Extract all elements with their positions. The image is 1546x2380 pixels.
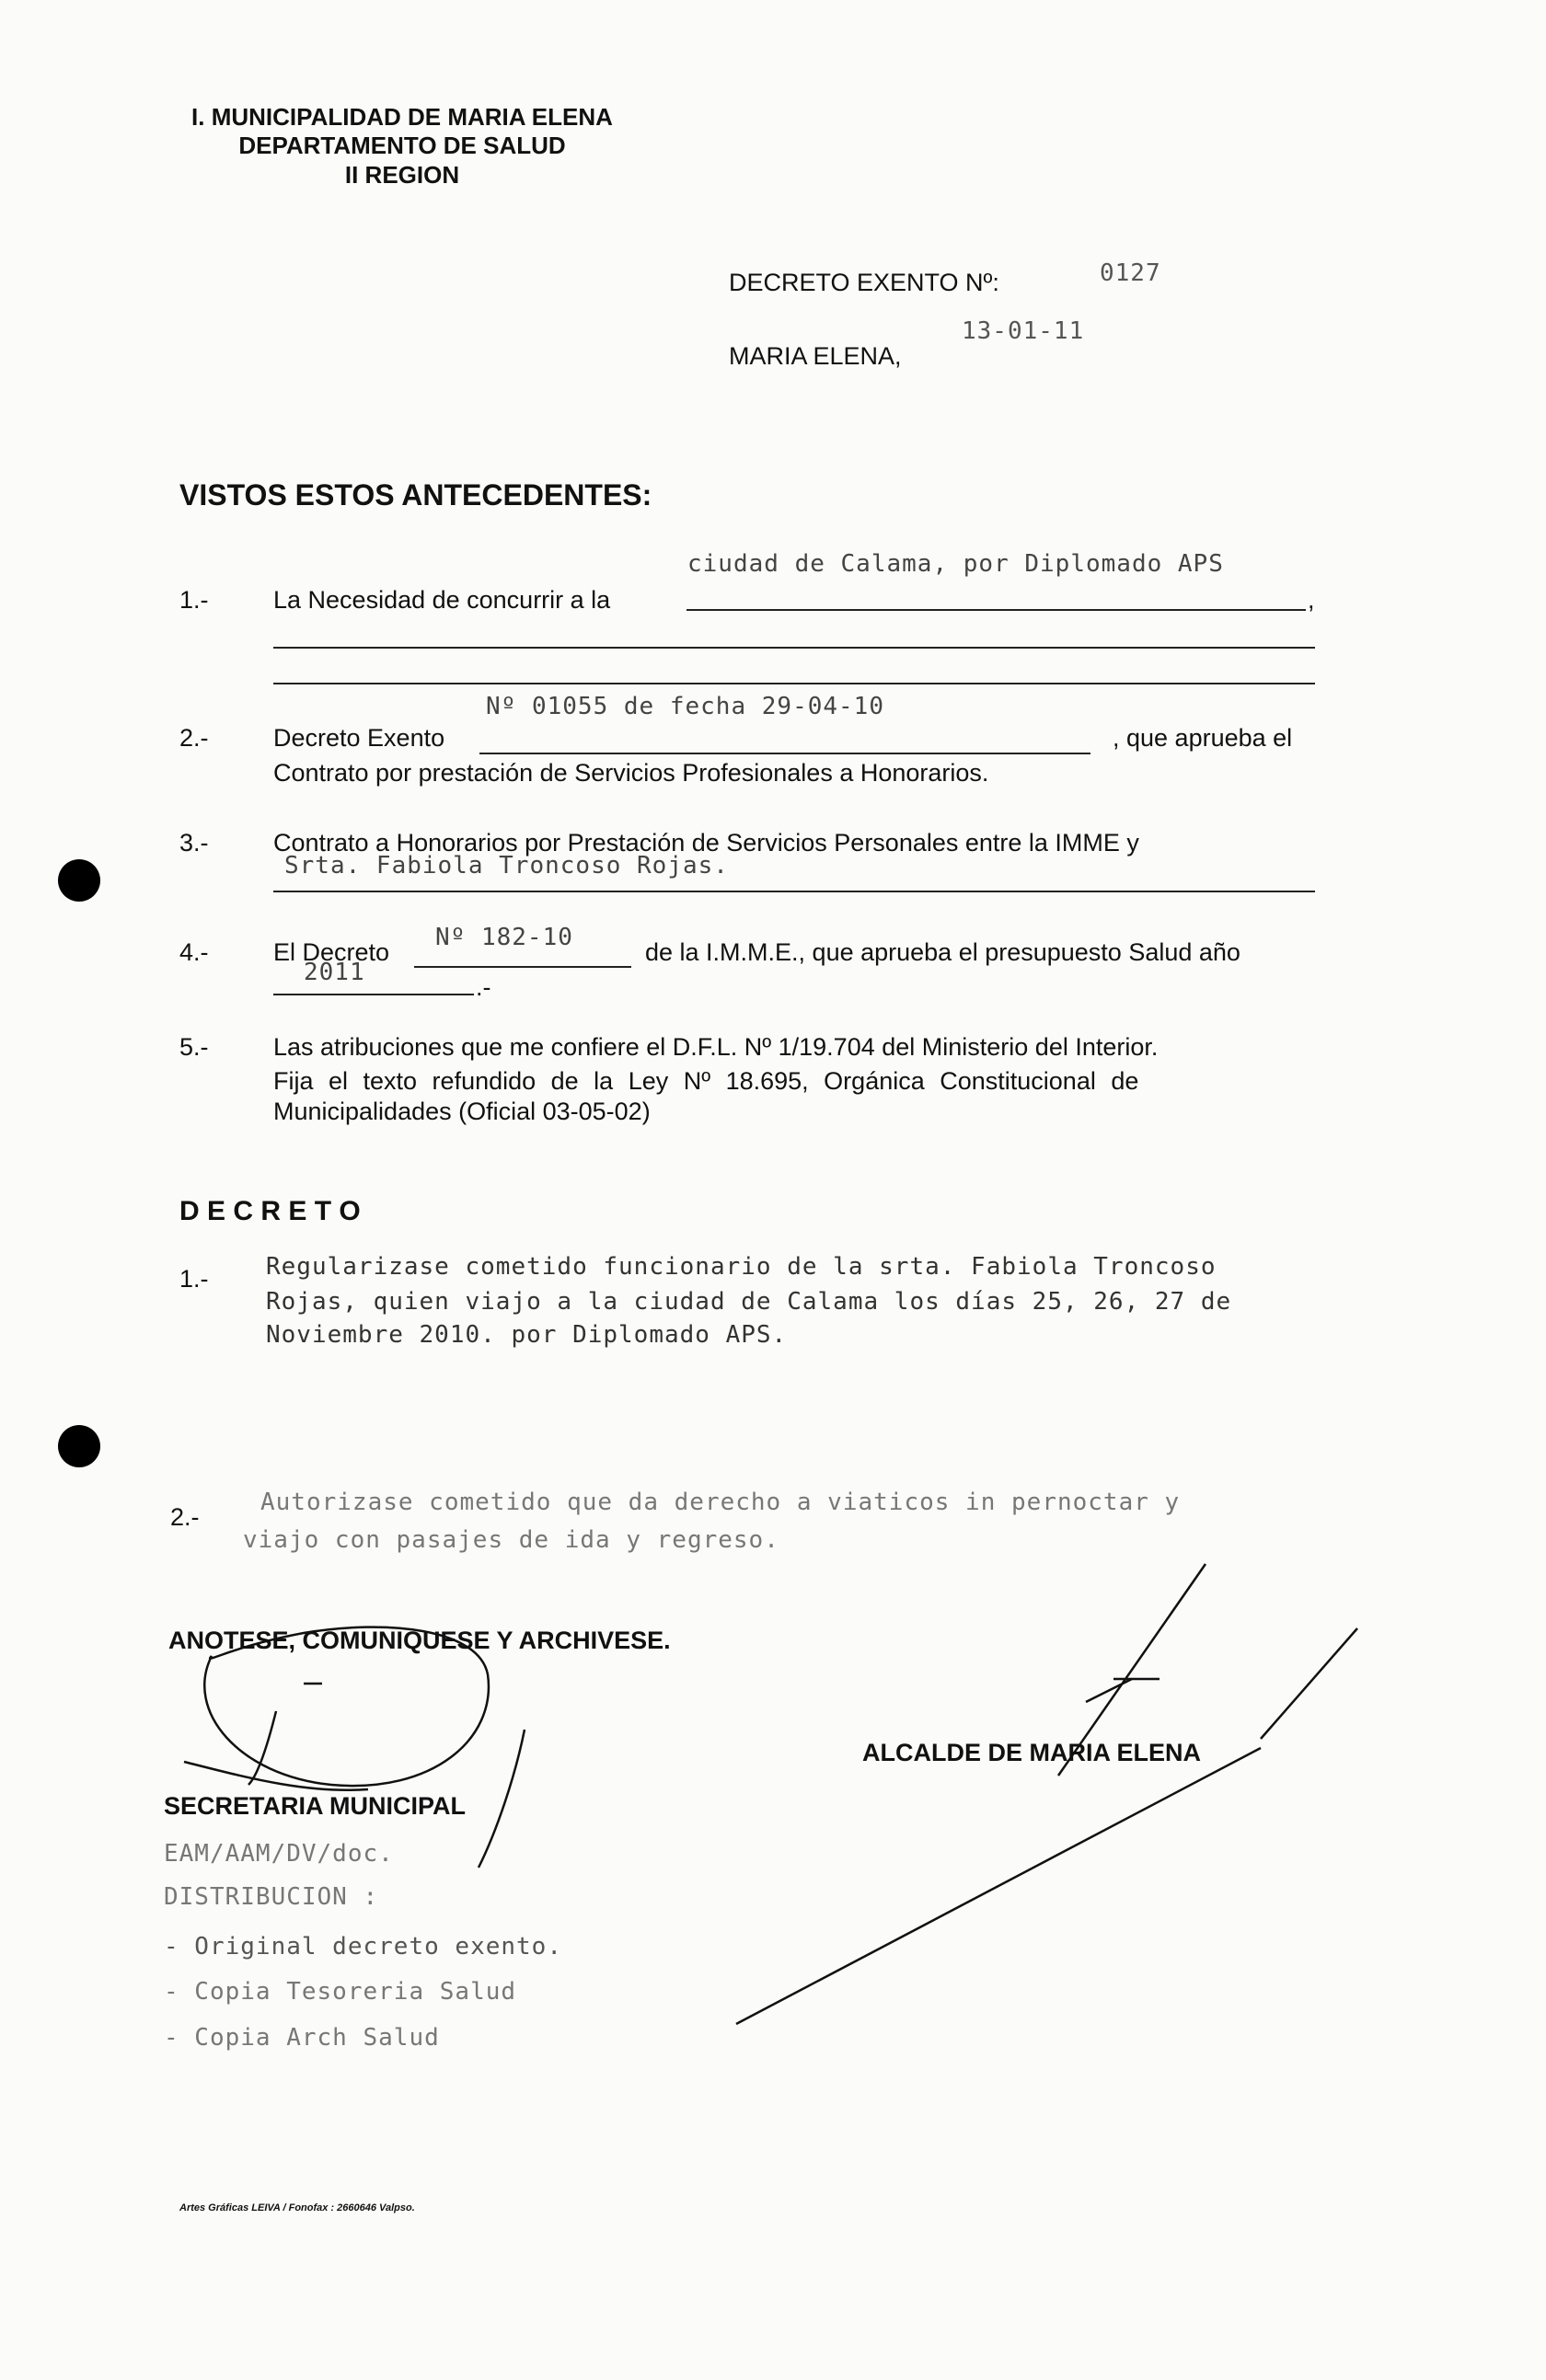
item-number: 2.- <box>170 1503 200 1531</box>
typed-field: ciudad de Calama, por Diplomado APS <box>687 550 1224 578</box>
printer-footer: Artes Gráficas LEIVA / Fonofax : 2660646 Valpso. <box>179 2202 415 2213</box>
typed-field: Nº 01055 de fecha 29-04-10 <box>486 693 884 720</box>
item-number: 4.- <box>179 938 209 966</box>
initials: EAM/AAM/DV/doc. <box>164 1840 394 1868</box>
decree-place: MARIA ELENA, <box>729 342 902 370</box>
distribution-title: DISTRIBUCION : <box>164 1883 379 1911</box>
distribution-item: - Copia Tesoreria Salud <box>164 1978 517 2006</box>
typed-line: Autorizase cometido que da derecho a viaticos in pernoctar y <box>260 1489 1181 1516</box>
item-number: 5.- <box>179 1033 209 1061</box>
distribution-item: - Original decreto exento. <box>164 1933 562 1960</box>
decree-label: DECRETO EXENTO Nº: <box>729 269 999 296</box>
typed-line: Regularizase cometido funcionario de la srta. Fabiola Troncoso <box>266 1253 1217 1281</box>
item-text: Contrato a Honorarios por Prestación de Servicios Personales entre la IMME y <box>273 829 1139 857</box>
typed-line: viajo con pasajes de ida y regreso. <box>243 1526 779 1554</box>
decree-date: 13-01-11 <box>962 317 1085 345</box>
anotese-text: ANOTESE, COMUNIQUESE Y ARCHIVESE. <box>168 1627 671 1654</box>
header-municipality: I. MUNICIPALIDAD DE MARIA ELENA <box>191 103 613 131</box>
item-text: Decreto Exento <box>273 724 445 752</box>
typed-line: Rojas, quien viajo a la ciudad de Calama los días 25, 26, 27 de <box>266 1288 1232 1316</box>
distribution-item: - Copia Arch Salud <box>164 2024 440 2052</box>
item-number: 1.- <box>179 1265 209 1293</box>
alcalde-title: ALCALDE DE MARIA ELENA <box>862 1739 1201 1766</box>
mayor-signature <box>736 1564 1357 2024</box>
typed-field: Nº 182-10 <box>435 924 573 951</box>
vistos-title: VISTOS ESTOS ANTECEDENTES: <box>179 478 652 512</box>
item-text: , <box>1308 586 1315 614</box>
item-text: Contrato por prestación de Servicios Profesionales a Honorarios. <box>273 759 989 787</box>
decreto-title: D E C R E T O <box>179 1196 361 1226</box>
header-region: II REGION <box>344 161 460 189</box>
item-text: , que aprueba el <box>1113 724 1293 752</box>
item-text: Municipalidades (Oficial 03-05-02) <box>273 1098 651 1125</box>
item-number: 2.- <box>179 724 209 752</box>
typed-field: Srta. Fabiola Troncoso Rojas. <box>284 852 729 880</box>
header-department: DEPARTAMENTO DE SALUD <box>238 132 566 159</box>
typed-line: Noviembre 2010. por Diplomado APS. <box>266 1321 788 1349</box>
decree-number: 0127 <box>1100 259 1161 287</box>
item-number: 3.- <box>179 829 209 857</box>
secretary-signature <box>184 1627 525 1868</box>
item-text: El Decreto <box>273 938 390 966</box>
secretaria-title: SECRETARIA MUNICIPAL <box>164 1792 466 1820</box>
item-text: .- <box>476 973 491 1001</box>
item-text: La Necesidad de concurrir a la <box>273 586 611 614</box>
item-number: 1.- <box>179 586 209 614</box>
typed-field: 2011 <box>304 959 365 986</box>
item-text: Fija el texto refundido de la Ley Nº 18.695, Orgánica Constitucional de <box>273 1067 1139 1095</box>
item-text: de la I.M.M.E., que aprueba el presupuesto Salud año <box>645 938 1240 966</box>
item-text: Las atribuciones que me confiere el D.F.L. Nº 1/19.704 del Ministerio del Interior. <box>273 1033 1159 1061</box>
